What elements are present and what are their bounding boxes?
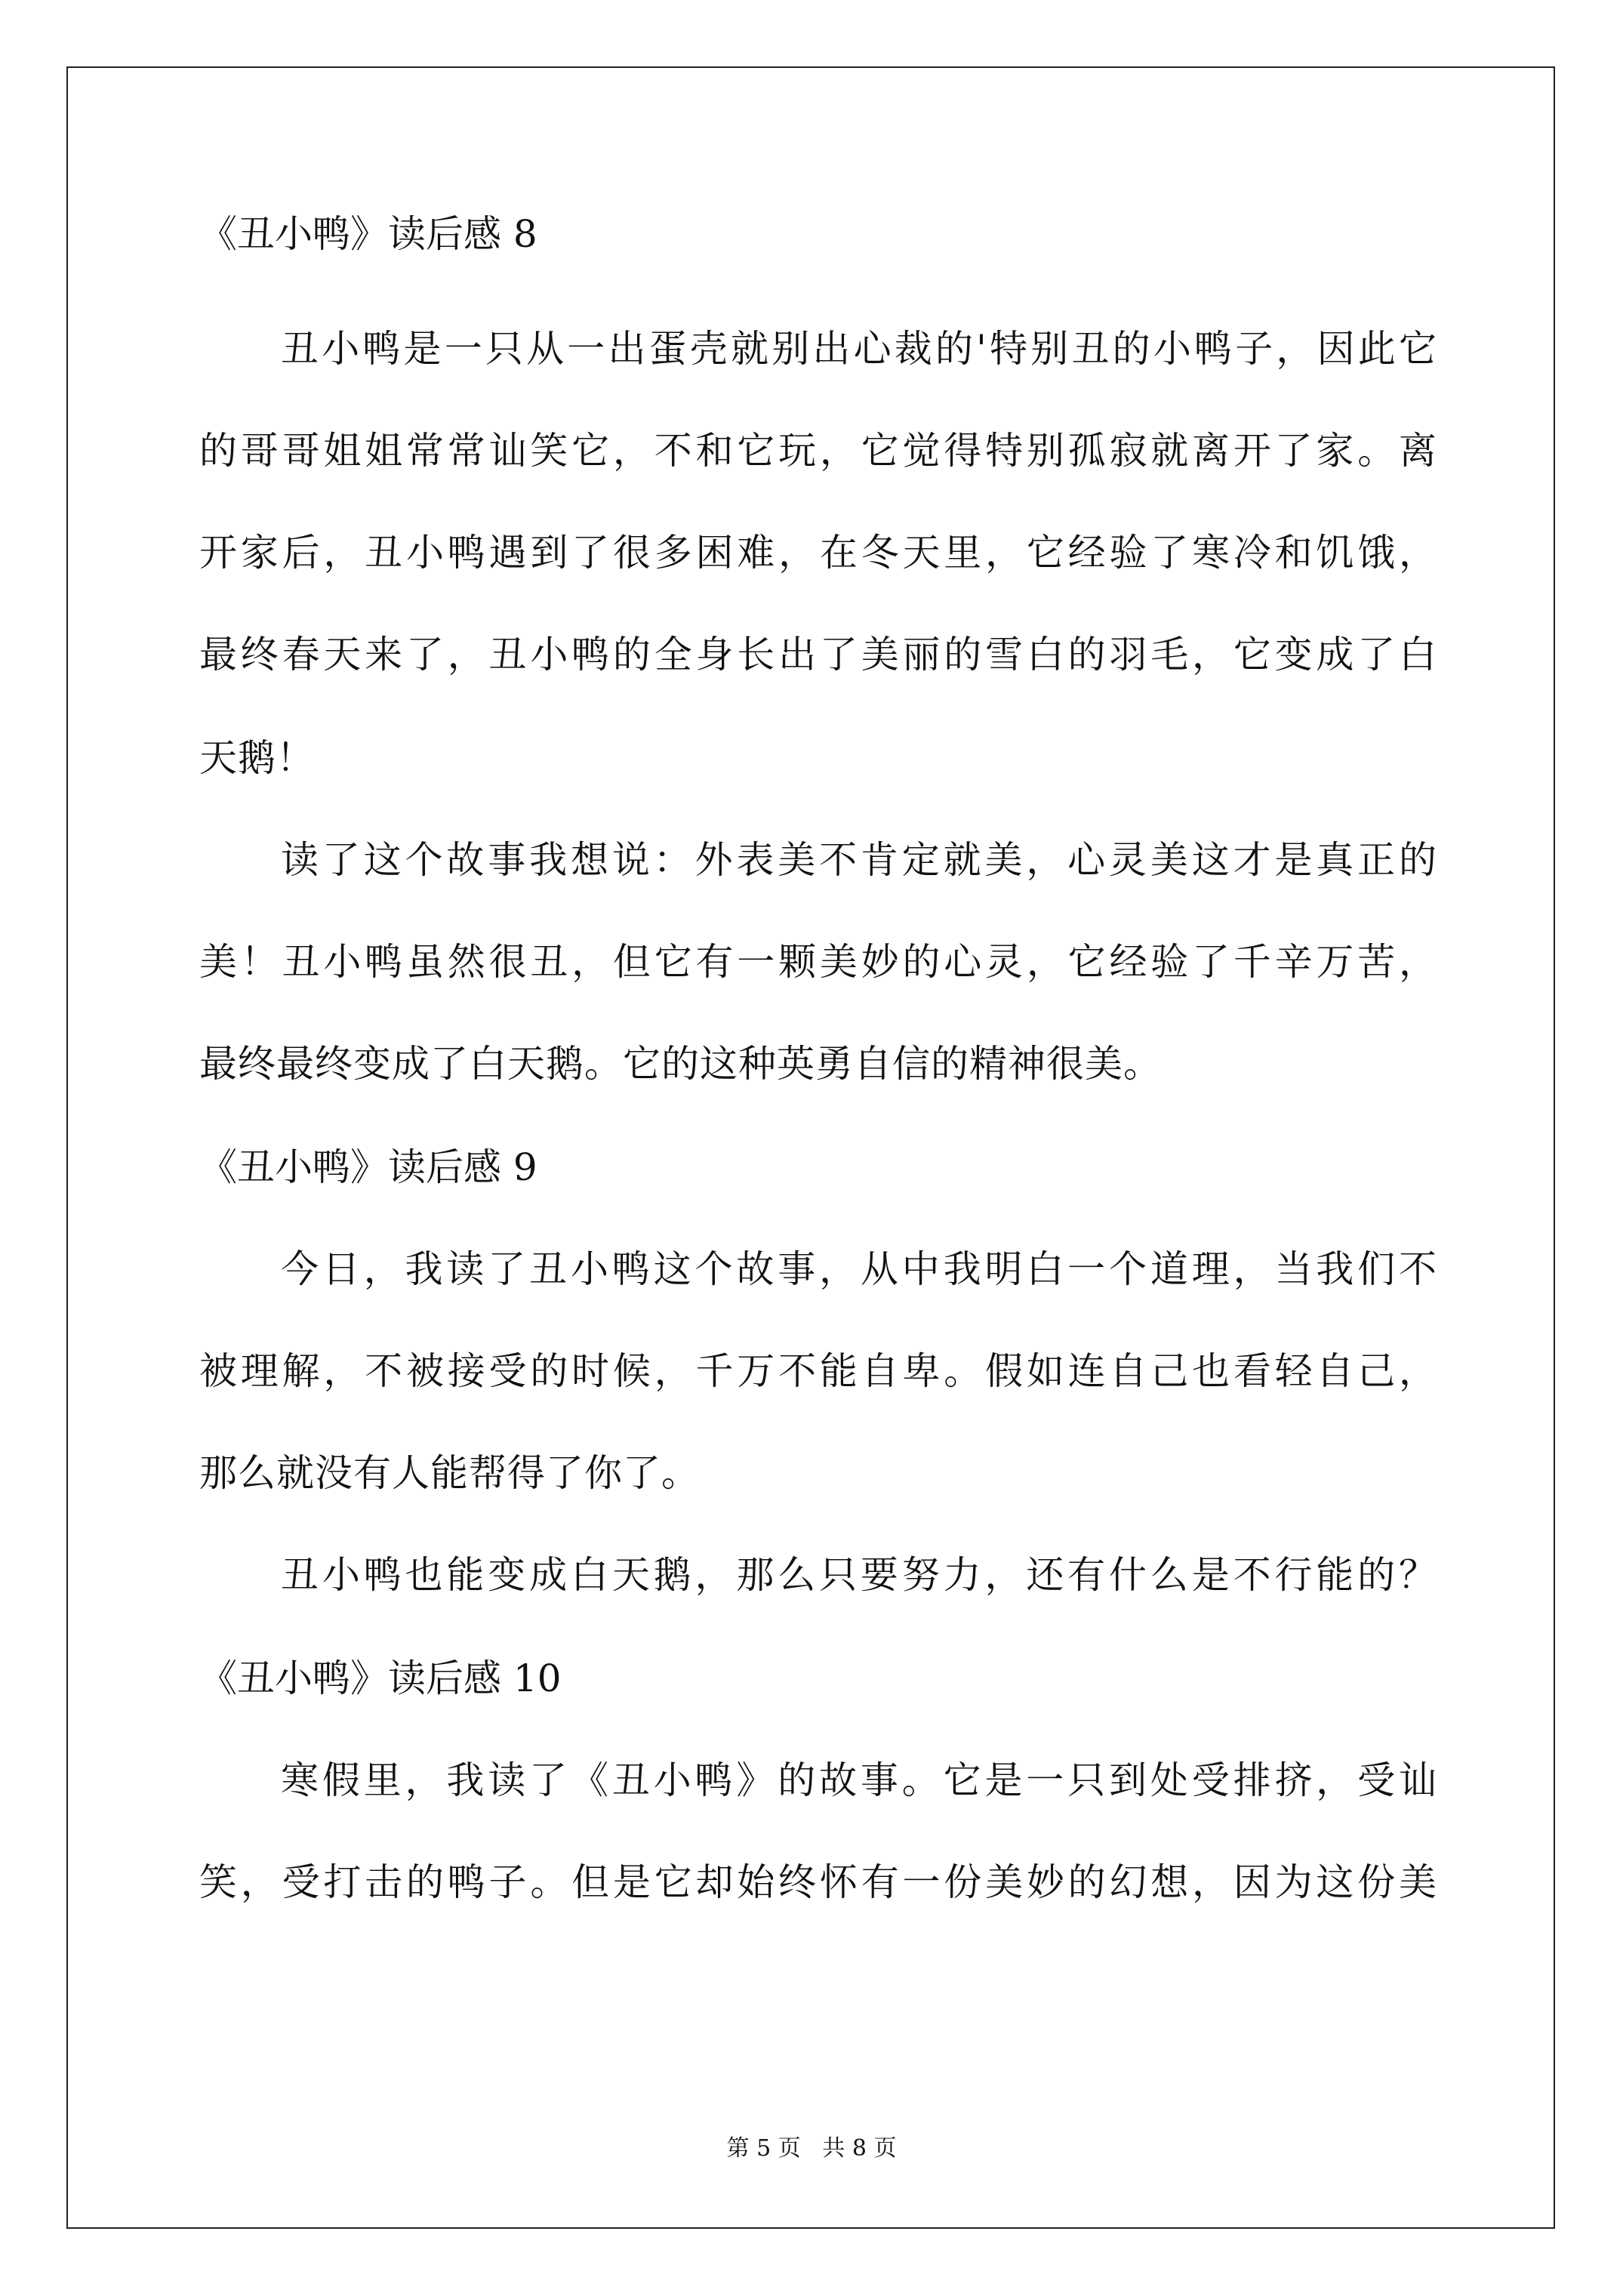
- paragraph-line: 读了这个故事我想说：外表美不肯定就美，心灵美这才是真正的: [281, 838, 1437, 882]
- paragraph-line: 寒假里，我读了《丑小鸭》的故事。它是一只到处受排挤，受讪: [281, 1758, 1437, 1802]
- paragraph-line: 丑小鸭是一只从一出蛋壳就别出心裁的'特别丑的小鸭子，因此它: [281, 327, 1437, 371]
- section-heading: 《丑小鸭》读后感 10: [199, 1657, 562, 1700]
- paragraph-line: 美！丑小鸭虽然很丑，但它有一颗美妙的心灵，它经验了千辛万苦，: [199, 940, 1437, 984]
- section-heading: 《丑小鸭》读后感 9: [199, 1145, 537, 1189]
- paragraph-line: 最终最终变成了白天鹅。它的这种英勇自信的精神很美。: [199, 1042, 1162, 1086]
- section-heading: 《丑小鸭》读后感 8: [199, 212, 537, 256]
- paragraph-line: 天鹅！: [199, 736, 315, 780]
- paragraph-line: 被理解，不被接受的时候，千万不能自卑。假如连自己也看轻自己，: [199, 1349, 1437, 1393]
- paragraph-line: 开家后，丑小鸭遇到了很多困难，在冬天里，它经验了寒冷和饥饿，: [199, 531, 1437, 575]
- paragraph-line: 笑，受打击的鸭子。但是它却始终怀有一份美妙的幻想，因为这份美: [199, 1860, 1437, 1904]
- paragraph-line: 最终春天来了，丑小鸭的全身长出了美丽的雪白的羽毛，它变成了白: [199, 633, 1437, 676]
- paragraph-line: 的哥哥姐姐常常讪笑它，不和它玩，它觉得特别孤寂就离开了家。离: [199, 429, 1437, 473]
- paragraph-line: 今日，我读了丑小鸭这个故事，从中我明白一个道理，当我们不: [281, 1247, 1437, 1291]
- page-footer: 第 5 页 共 8 页: [726, 2135, 897, 2162]
- paragraph-line: 那么就没有人能帮得了你了。: [199, 1451, 700, 1495]
- paragraph-line: 丑小鸭也能变成白天鹅，那么只要努力，还有什么是不行能的？: [281, 1553, 1437, 1597]
